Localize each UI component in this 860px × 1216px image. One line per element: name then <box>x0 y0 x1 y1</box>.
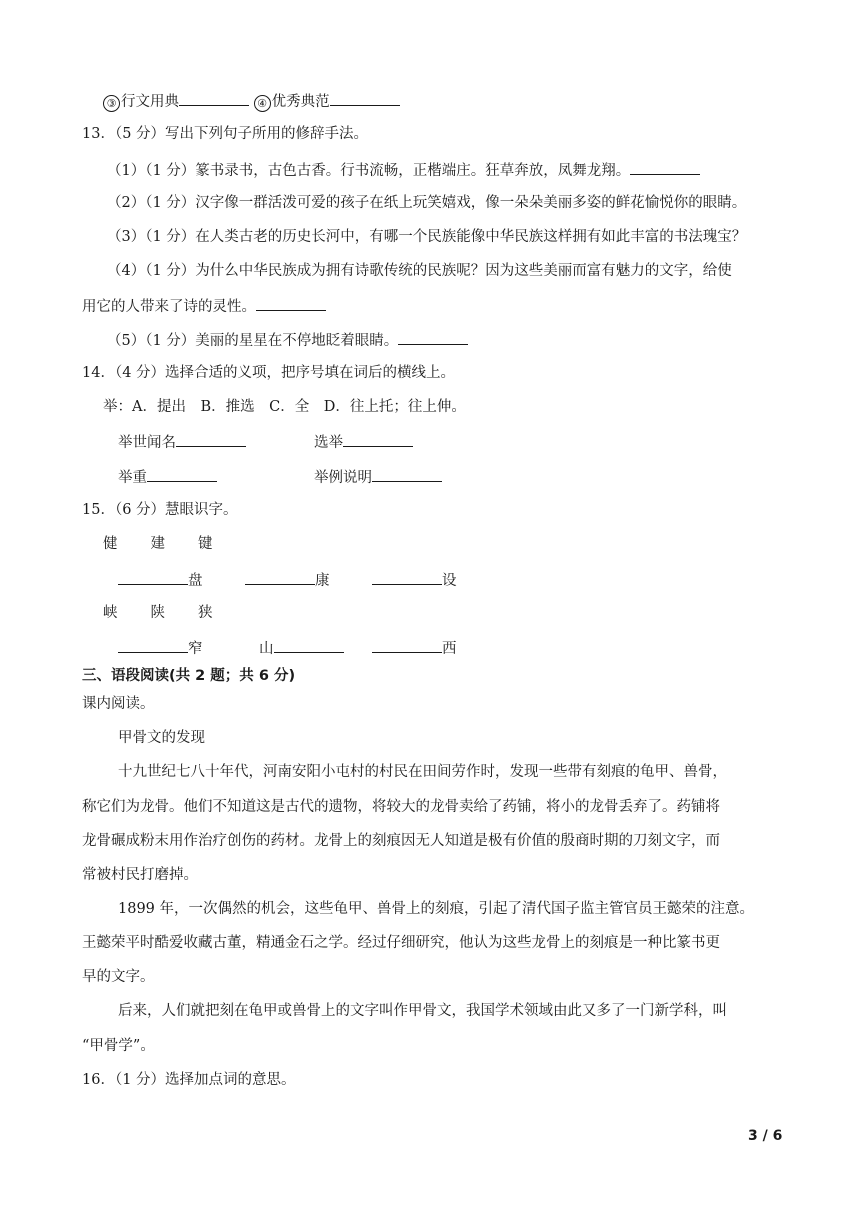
q15-fill-4 <box>118 637 203 659</box>
char-option: 狭 <box>198 605 213 621</box>
passage-p1-line2: 称它们为龙骨。他们不知道这是古代的遗物，将较大的龙骨卖给了药铺，将小的龙骨丢弃了。药铺将 <box>82 799 720 815</box>
circled-number-3: ③ <box>103 95 120 112</box>
question-13-heading: 13．（5 分）写出下列句子所用的修辞手法。 <box>82 126 369 142</box>
q14-word-3 <box>118 466 217 488</box>
passage-p1-line4: 常被村民打磨掉。 <box>82 867 198 883</box>
answer-blank[interactable] <box>630 159 700 175</box>
passage-p2-line3: 早的文字。 <box>82 969 155 985</box>
char-option: 键 <box>198 536 213 552</box>
passage-p1-line3: 龙骨碾成粉末用作治疗创伤的药材。龙骨上的刻痕因无人知道是极有价值的殷商时期的刀刻文字，而 <box>82 833 720 849</box>
passage-p3-line2: “甲骨学”。 <box>82 1038 155 1054</box>
answer-blank[interactable] <box>179 90 249 106</box>
char-option: 建 <box>150 536 165 552</box>
q13-sentence-4b <box>82 295 326 317</box>
q13-s5-text: （5）（1 分）美丽的星星在不停地眨着眼睛。 <box>107 333 399 349</box>
q13-sentence-1 <box>107 159 700 181</box>
answer-blank[interactable] <box>256 295 326 311</box>
answer-blank[interactable] <box>343 431 413 447</box>
item-4-text: 优秀典范 <box>271 94 330 110</box>
q15-fill-3 <box>372 569 457 591</box>
answer-blank[interactable] <box>118 637 188 653</box>
passage-title: 甲骨文的发现 <box>118 730 205 746</box>
q15-f4-text: 窄 <box>188 641 203 657</box>
char-option: 陕 <box>150 605 165 621</box>
answer-blank[interactable] <box>372 569 442 585</box>
q15-char-row-2 <box>103 603 213 623</box>
passage-p1-line1: 十九世纪七八十年代，河南安阳小屯村的村民在田间劳作时，发现一些带有刻痕的龟甲、兽骨， <box>118 764 727 780</box>
q14-w4-text: 举例说明 <box>314 470 372 486</box>
q13-sentence-2: （2）（1 分）汉字像一群活泼可爱的孩子在纸上玩笑嬉戏，像一朵朵美丽多姿的鲜花愉悦你的眼睛。 <box>107 195 747 211</box>
q15-fill-6 <box>372 637 457 659</box>
page-number: 3 / 6 <box>748 1128 783 1144</box>
q15-fill-1 <box>118 569 203 591</box>
q15-f6-text: 西 <box>442 641 457 657</box>
question-15-heading: 15．（6 分）慧眼识字。 <box>82 502 238 518</box>
passage-p2-line1: 1899 年，一次偶然的机会，这些龟甲、兽骨上的刻痕，引起了清代国子监主管官员王懿荣的注意。 <box>118 901 755 917</box>
q13-sentence-3: （3）（1 分）在人类古老的历史长河中，有哪一个民族能像中华民族这样拥有如此丰富的书法瑰宝？ <box>107 229 747 245</box>
answer-blank[interactable] <box>147 466 217 482</box>
circled-number-4: ④ <box>254 95 271 112</box>
q15-fill-5 <box>259 637 344 659</box>
answer-blank[interactable] <box>398 329 468 345</box>
answer-blank[interactable] <box>372 466 442 482</box>
char-option: 峡 <box>103 605 118 621</box>
answer-blank[interactable] <box>245 569 315 585</box>
q15-f2-text: 康 <box>315 573 330 589</box>
answer-items-3-4 <box>103 90 400 112</box>
q15-f5-text: 山 <box>259 641 274 657</box>
answer-blank[interactable] <box>176 431 246 447</box>
passage-p3-line1: 后来，人们就把刻在龟甲或兽骨上的文字叫作甲骨文，我国学术领域由此又多了一门新学科，叫 <box>118 1003 727 1019</box>
q13-sentence-4a: （4）（1 分）为什么中华民族成为拥有诗歌传统的民族呢？因为这些美丽而富有魅力的文字，给使 <box>107 263 732 279</box>
q13-s1-text: （1）（1 分）篆书录书，古色古香。行书流畅，正楷端庄。狂草奔放，凤舞龙翔。 <box>107 163 631 179</box>
q14-word-4 <box>314 466 442 488</box>
q14-w1-text: 举世闻名 <box>118 435 176 451</box>
q14-options: 举：A．提出 B．推选 C．全 D．往上托；往上伸。 <box>103 399 466 415</box>
section-3-intro: 课内阅读。 <box>82 696 155 712</box>
q13-sentence-5 <box>107 329 468 351</box>
q13-s4b-text: 用它的人带来了诗的灵性。 <box>82 299 256 315</box>
q15-f1-text: 盘 <box>188 573 203 589</box>
q14-word-2 <box>314 431 413 453</box>
question-14-heading: 14．（4 分）选择合适的义项，把序号填在词后的横线上。 <box>82 365 456 381</box>
item-3-text: 行文用典 <box>121 94 179 110</box>
answer-blank[interactable] <box>330 90 400 106</box>
section-3-title: 三、语段阅读(共 2 题；共 6 分) <box>82 668 296 684</box>
passage-p2-line2: 王懿荣平时酷爱收藏古董，精通金石之学。经过仔细研究，他认为这些龙骨上的刻痕是一种比篆书更 <box>82 935 720 951</box>
q14-w3-text: 举重 <box>118 470 147 486</box>
q15-f3-text: 设 <box>442 573 457 589</box>
answer-blank[interactable] <box>274 637 344 653</box>
q15-char-row-1 <box>103 534 213 554</box>
answer-blank[interactable] <box>118 569 188 585</box>
question-16-heading: 16．（1 分）选择加点词的意思。 <box>82 1072 296 1088</box>
q15-fill-2 <box>245 569 330 591</box>
char-option: 健 <box>103 536 118 552</box>
q14-w2-text: 选举 <box>314 435 343 451</box>
answer-blank[interactable] <box>372 637 442 653</box>
q14-word-1 <box>118 431 246 453</box>
